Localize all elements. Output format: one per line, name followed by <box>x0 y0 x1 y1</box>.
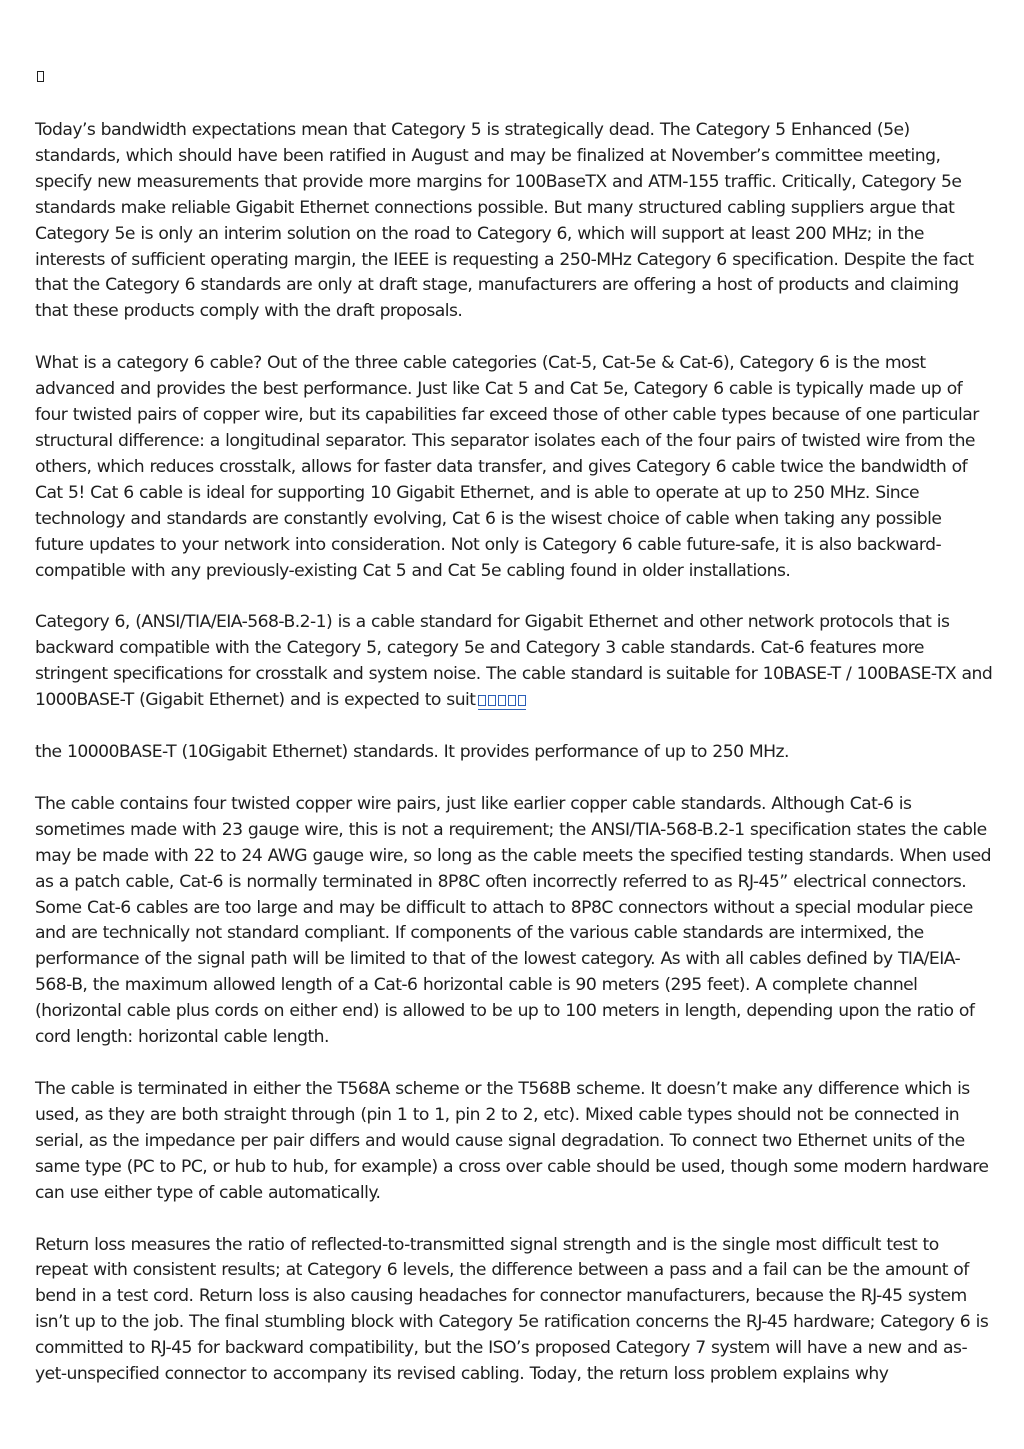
link-glyph-icon <box>508 695 516 706</box>
paragraph-cat6-standard <box>35 610 993 714</box>
paragraph-10gbase-t: the 10000BASE-T (10Gigabit Ethernet) standards. It provides performance of up to 250 MHz. <box>35 742 789 763</box>
paragraph-what-is-cat6: What is a category 6 cable? Out of the three cable categories (Cat-5, Cat-5e & Cat-6), Category 6 is the most advanced and provides the best performance. Just like Cat 5 and Cat 5e, Category 6 cable is typically made up of four twisted pairs of copper wire, but its capabilities far exceed those of other cable types because of one particular structural difference: a longitudinal separator. This separator isolates each of the four pairs of twisted wire from the others, which reduces crosstalk, allows for faster data transfer, and gives Category 6 cable twice the bandwidth of Cat 5! Cat 6 cable is ideal for supporting 10 Gigabit Ethernet, and is able to operate at up to 250 MHz. Since technology and standards are constantly evolving, Cat 6 is the wisest choice of cable when taking any possible future updates to your network into consideration. Not only is Category 6 cable future-safe, it is also backward-compatible with any previously-existing Cat 5 and Cat 5e cabling found in older installations. <box>35 353 979 581</box>
link-glyph-icon <box>488 695 496 706</box>
missing-glyph-icon <box>37 71 44 82</box>
link-glyph-icon <box>518 695 526 706</box>
inline-link[interactable] <box>478 695 525 710</box>
paragraph-return-loss: Return loss measures the ratio of reflected-to-transmitted signal strength and is the single most difficult test to repeat with consistent results; at Category 6 levels, the difference between a pass and a fail can be the amount of bend in a test cord. Return loss is also causing headaches for connector manufacturers, because the RJ-45 system isn’t up to the job. The final stumbling block with Category 5e ratification concerns the RJ-45 hardware; Category 6 is committed to RJ-45 for backward compatibility, but the ISO’s proposed Category 7 system will have a new and as-yet-unspecified connector to accompany its revised cabling. Today, the return loss problem explains why <box>35 1234 989 1385</box>
paragraph-cable-pairs: The cable contains four twisted copper wire pairs, just like earlier copper cable standards. Although Cat-6 is sometimes made with 23 gauge wire, this is not a requirement; the ANSI/TIA-568-B.2-1 specification states the cable may be made with 22 to 24 AWG gauge wire, so long as the cable meets the specified testing standards. When used as a patch cable, Cat-6 is normally terminated in 8P8C often incorrectly referred to as RJ-45” electrical connectors. Some Cat-6 cables are too large and may be difficult to attach to 8P8C connectors without a special modular piece and are technically not standard compliant. If components of the various cable standards are intermixed, the performance of the signal path will be limited to that of the lowest category. As with all cables defined by TIA/EIA-568-B, the maximum allowed length of a Cat-6 horizontal cable is 90 meters (295 feet). A complete channel (horizontal cable plus cords on either end) is allowed to be up to 100 meters in length, depending upon the ratio of cord length: horizontal cable length. <box>35 793 992 1048</box>
article-body <box>35 118 993 1414</box>
paragraph-bandwidth: Today’s bandwidth expectations mean that Category 5 is strategically dead. The Category 5 Enhanced (5e) standards, which should have been ratified in August and may be finalized at November’s committee meeting, specify new measurements that provide more margins for 100BaseTX and ATM-155 traffic. Critically, Category 5e standards make reliable Gigabit Ethernet connections possible. But many structured cabling suppliers argue that Category 5e is only an interim solution on the road to Category 6, which will support at least 200 MHz; in the interests of sufficient operating margin, the IEEE is requesting a 250-MHz Category 6 specification. Despite the fact that the Category 6 standards are only at draft stage, manufacturers are offering a host of products and claiming that these products comply with the draft proposals. <box>35 120 974 322</box>
paragraph-termination: The cable is terminated in either the T568A scheme or the T568B scheme. It doesn’t make any difference which is used, as they are both straight through (pin 1 to 1, pin 2 to 2, etc). Mixed cable types should not be connected in serial, as the impedance per pair differs and would cause signal degradation. To connect two Ethernet units of the same type (PC to PC, or hub to hub, for example) a cross over cable should be used, though some modern hardware can use either type of cable automatically. <box>35 1079 989 1203</box>
link-glyph-icon <box>498 695 506 706</box>
paragraph-cat6-standard-text: Category 6, (ANSI/TIA/EIA-568-B.2-1) is a cable standard for Gigabit Ethernet and other network protocols that is backward compatible with the Category 5, category 5e and Category 3 cable standards. Cat-6 features more stringent specifications for crosstalk and system noise. The cable standard is suitable for 10BASE-T / 100BASE-TX and 1000BASE-T (Gigabit Ethernet) and is expected to suit <box>35 612 993 711</box>
link-glyph-icon <box>478 695 486 706</box>
